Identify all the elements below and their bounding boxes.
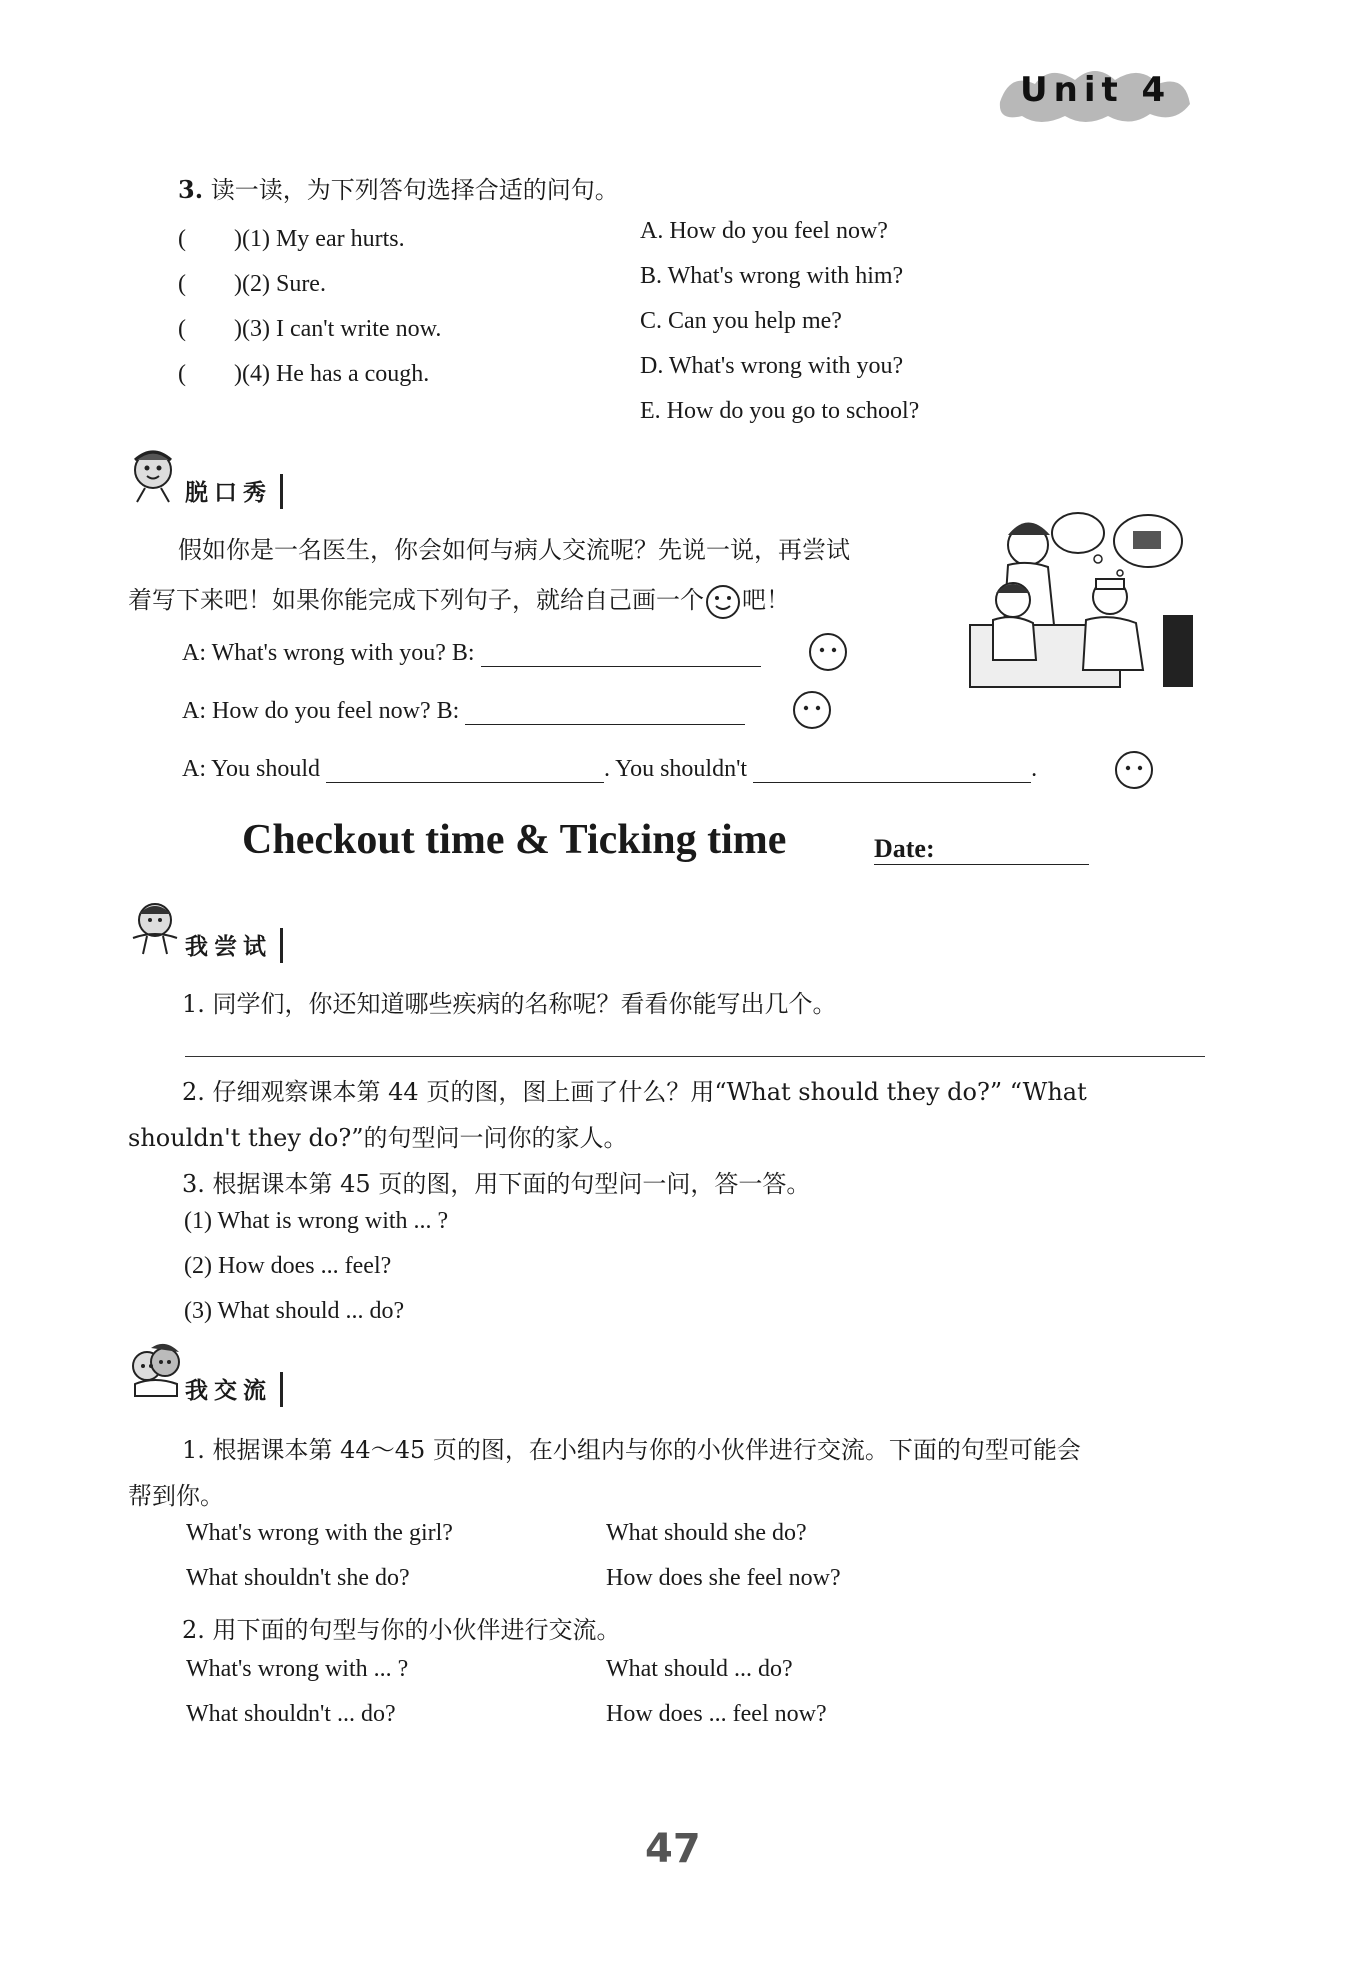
try-q1: 1. 同学们，你还知道哪些疾病的名称呢？看看你能写出几个。: [182, 990, 837, 1018]
dialog-3-text-a: A: You should: [182, 756, 321, 782]
doctor-scene-icon: [968, 505, 1200, 690]
answer-line[interactable]: [185, 1056, 1205, 1057]
answer-text: He has a cough.: [275, 361, 430, 387]
kids-mascot-icon: [125, 1342, 185, 1398]
dialog-line-2: [182, 698, 745, 725]
dialog-line-3: [182, 756, 1037, 783]
exchange-q2: 2. 用下面的句型与你的小伙伴进行交流。: [182, 1616, 621, 1644]
answer-row: [178, 263, 326, 298]
dialog-3-text-b: . You shouldn't: [604, 756, 748, 782]
answer-blank[interactable]: [326, 756, 604, 783]
option-c: C. Can you help me?: [640, 308, 842, 334]
exchange-sentence: What should she do?: [606, 1520, 807, 1546]
smiley-icon[interactable]: [792, 690, 832, 730]
doctor-patient-illustration: [968, 505, 1200, 690]
q3-number: 3.: [178, 175, 204, 204]
option-b: B. What's wrong with him?: [640, 263, 904, 289]
exchange-sentence: What should ... do?: [606, 1656, 793, 1682]
answer-text: Sure.: [275, 271, 326, 297]
page-number: 47: [645, 1826, 701, 1872]
unit-banner: [990, 62, 1200, 128]
exchange-sentence: What shouldn't she do?: [186, 1565, 410, 1591]
pattern-3: (3) What should ... do?: [184, 1298, 405, 1324]
option-d: D. What's wrong with you?: [640, 353, 904, 379]
answer-blank[interactable]: [753, 756, 1031, 783]
exchange-q1-line2: 帮到你。: [128, 1482, 224, 1510]
talk-show-intro-1: 假如你是一名医生，你会如何与病人交流呢？先说一说，再尝试: [178, 536, 850, 564]
answer-row: [178, 218, 405, 253]
answer-paren[interactable]: ( )(1): [178, 226, 270, 252]
intro-2-end: 吧！: [742, 586, 790, 614]
answer-paren[interactable]: ( )(2): [178, 271, 270, 297]
dialog-2-text: A: How do you feel now? B:: [182, 698, 460, 724]
smiley-icon: [704, 583, 742, 621]
exchange-sentence: How does ... feel now?: [606, 1701, 827, 1727]
exchange-sentence: How does she feel now?: [606, 1565, 841, 1591]
exchange-sentence: What's wrong with the girl?: [186, 1520, 453, 1546]
dialog-1-text: A: What's wrong with you? B:: [182, 640, 475, 666]
exchange-q1-line1: 1. 根据课本第 44～45 页的图，在小组内与你的小伙伴进行交流。下面的句型可能会: [182, 1436, 1081, 1464]
try-q2-line1: 2. 仔细观察课本第 44 页的图，图上画了什么？用“What should they do?” “What: [182, 1078, 1087, 1106]
answer-paren[interactable]: ( )(3): [178, 316, 270, 342]
try-q2-line2: shouldn't they do?”的句型问一问你的家人。: [128, 1124, 628, 1152]
dialog-3-text-c: .: [1031, 756, 1038, 782]
answer-blank[interactable]: [481, 640, 761, 667]
pattern-1: (1) What is wrong with ... ?: [184, 1208, 449, 1234]
girl-mascot-icon: [125, 448, 185, 504]
q3-text: 读一读，为下列答句选择合适的问句。: [210, 176, 619, 204]
talk-show-intro-2: [128, 580, 790, 621]
unit-title: Unit 4: [1020, 70, 1172, 110]
boy-mascot-icon: [125, 900, 185, 956]
date-label: Date:: [874, 834, 935, 863]
talk-show-label: 脱口秀: [185, 474, 283, 509]
exchange-section-label: 我交流: [185, 1372, 283, 1407]
intro-2-text: 着写下来吧！如果你能完成下列句子，就给自己画一个: [128, 586, 704, 614]
try-q3: 3. 根据课本第 45 页的图，用下面的句型问一问，答一答。: [182, 1170, 811, 1198]
answer-row: [178, 353, 429, 388]
checkout-title: Checkout time & Ticking time: [242, 817, 787, 863]
option-a: A. How do you feel now?: [640, 218, 888, 244]
answer-text: I can't write now.: [275, 316, 442, 342]
answer-text: My ear hurts.: [275, 226, 405, 252]
answer-paren[interactable]: ( )(4): [178, 361, 270, 387]
pattern-2: (2) How does ... feel?: [184, 1253, 392, 1279]
answer-row: [178, 308, 441, 343]
answer-blank[interactable]: [465, 698, 745, 725]
exchange-sentence: What's wrong with ... ?: [186, 1656, 409, 1682]
smiley-icon[interactable]: [808, 632, 848, 672]
try-section-label: 我尝试: [185, 928, 283, 963]
date-line[interactable]: [874, 864, 1089, 865]
smiley-icon[interactable]: [1114, 750, 1154, 790]
dialog-line-1: [182, 640, 761, 667]
q3-instruction: [178, 170, 619, 205]
exchange-sentence: What shouldn't ... do?: [186, 1701, 396, 1727]
option-e: E. How do you go to school?: [640, 398, 920, 424]
